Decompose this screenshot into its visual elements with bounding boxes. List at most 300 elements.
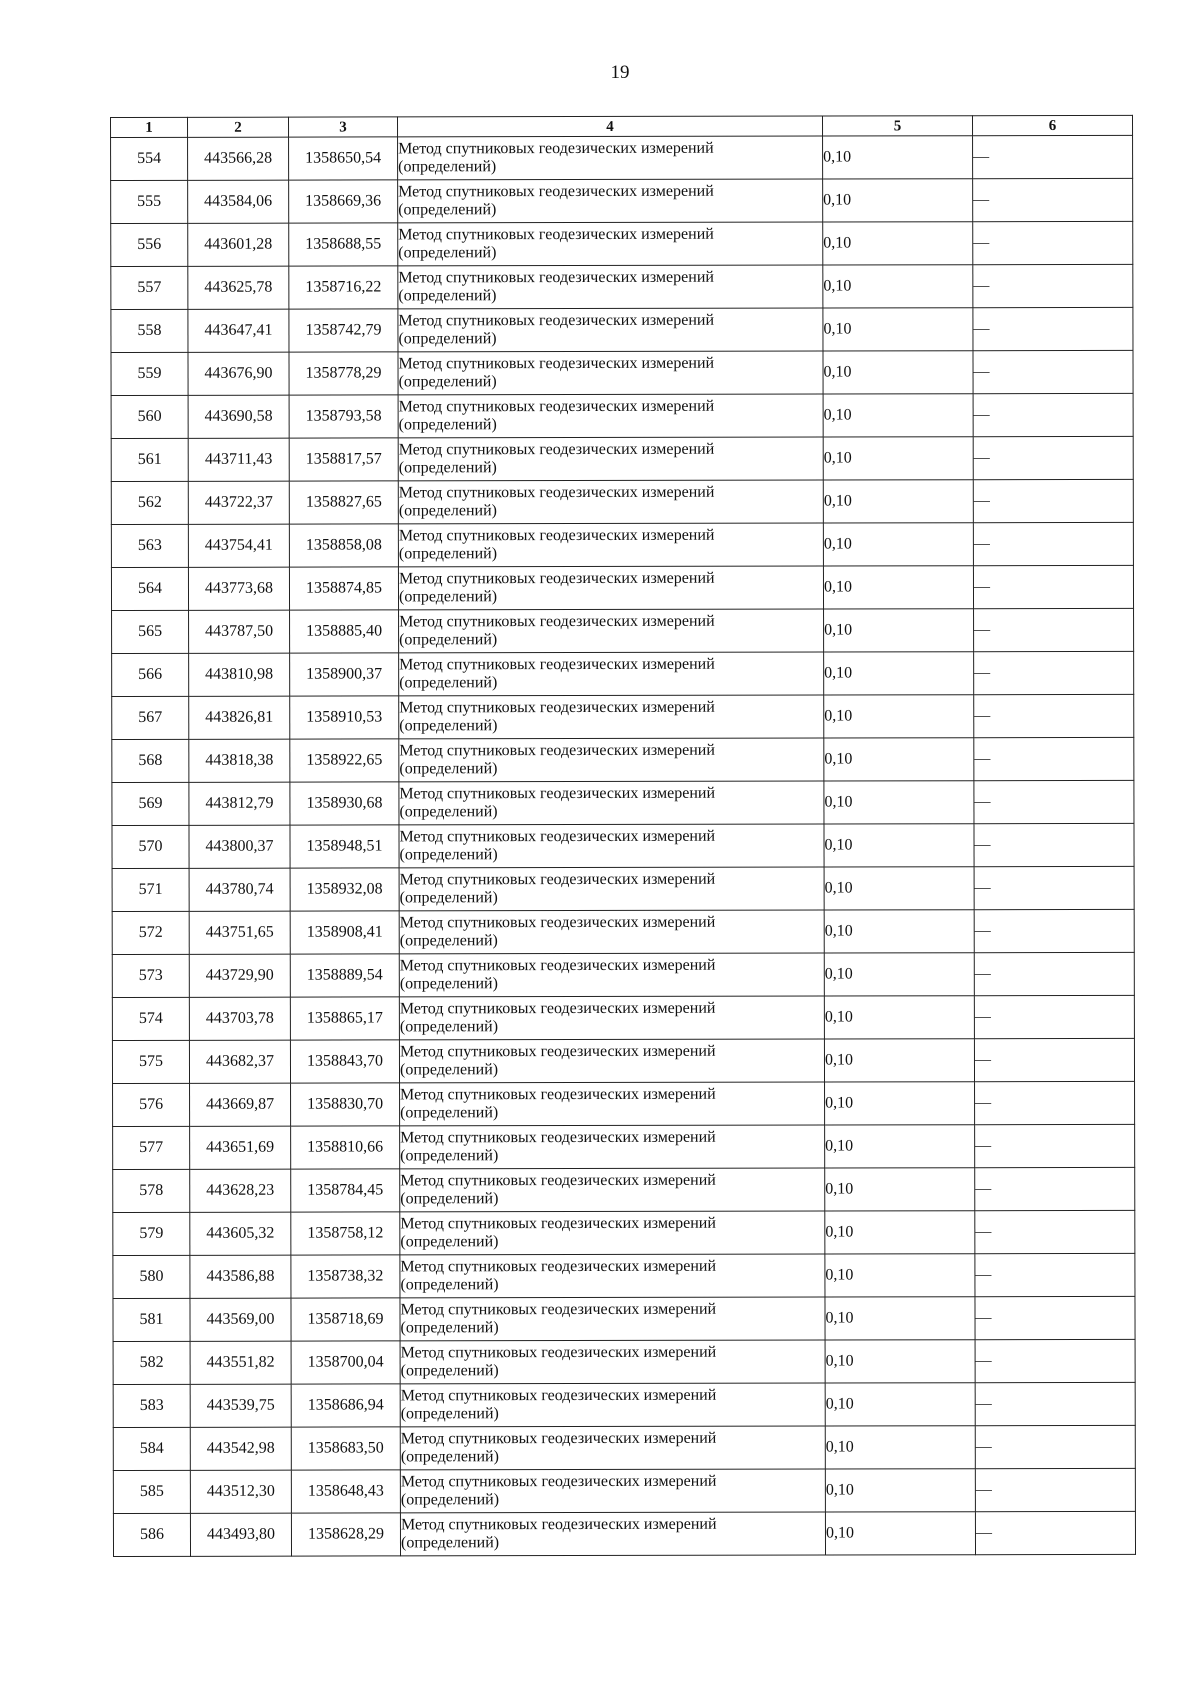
note-value: — [973,436,1133,479]
point-number: 554 [111,137,188,180]
accuracy-value: 0,10 [825,1426,975,1469]
coordinate-x: 443812,79 [189,782,290,825]
coordinate-y: 1358650,54 [289,137,398,180]
note-value: — [974,995,1134,1038]
method-cell [398,394,823,438]
table-row [113,1253,1135,1298]
point-number: 575 [112,1040,189,1083]
method-text-line1: Метод спутниковых геодезических измерений [399,741,715,760]
coordinate-x: 443551,82 [190,1341,291,1384]
method-text-line2: (определений) [399,717,498,735]
point-number: 565 [112,610,189,653]
coordinate-y: 1358830,70 [291,1083,400,1126]
method-text-line2: (определений) [400,1147,499,1165]
coordinate-y: 1358628,29 [291,1513,400,1556]
accuracy-value: 0,10 [823,351,973,394]
method-text-line2: (определений) [399,846,498,864]
table-row [112,823,1134,868]
method-cell [400,1512,825,1556]
method-cell [399,695,824,739]
note-value: — [973,135,1133,178]
note-value: — [974,737,1134,780]
table-row [111,565,1133,610]
table-row [111,393,1133,438]
table-row [112,651,1134,696]
note-value: — [975,1124,1135,1167]
method-text-line2: (определений) [399,975,498,993]
method-text-line2: (определений) [400,1319,499,1337]
table-row [111,264,1133,309]
method-text-line1: Метод спутниковых геодезических измерений [398,569,715,588]
coordinate-x: 443800,37 [189,825,290,868]
coordinate-y: 1358827,65 [289,481,398,524]
method-cell [400,1383,825,1427]
header-col-5: 5 [822,116,972,136]
coordinate-x: 443539,75 [190,1384,291,1427]
method-cell [400,1211,825,1255]
coordinate-y: 1358885,40 [290,610,399,653]
coordinate-y: 1358948,51 [290,825,399,868]
note-value: — [975,1468,1135,1511]
point-number: 584 [113,1427,190,1470]
method-cell [398,480,823,524]
method-cell [400,1168,825,1212]
accuracy-value: 0,10 [824,781,974,824]
header-col-2: 2 [188,117,289,137]
table-row [111,350,1133,395]
method-text-line2: (определений) [400,1276,499,1294]
method-text-line1: Метод спутниковых геодезических измерений [399,999,716,1018]
coordinate-x: 443780,74 [189,868,290,911]
method-text-line1: Метод спутниковых геодезических измерений [399,913,716,932]
point-number: 574 [112,997,189,1040]
header-col-1: 1 [111,117,188,137]
point-number: 567 [112,696,189,739]
method-text-line2: (определений) [398,588,498,606]
method-text-line1: Метод спутниковых геодезических измерений [399,784,716,803]
coordinate-x: 443711,43 [188,438,289,481]
coordinate-y: 1358716,22 [289,266,398,309]
method-text-line1: Метод спутниковых геодезических измерений [399,1042,716,1061]
point-number: 568 [112,739,189,782]
accuracy-value: 0,10 [824,1039,974,1082]
method-text-line2: (определений) [398,502,497,520]
coordinate-x: 443682,37 [189,1040,290,1083]
method-text-line2: (определений) [398,158,497,176]
coordinate-y: 1358910,53 [290,696,399,739]
coordinate-y: 1358922,65 [290,739,399,782]
table-row [112,780,1134,825]
method-cell [398,351,823,395]
note-value: — [975,1511,1135,1554]
note-value: — [974,694,1134,737]
coordinate-x: 443729,90 [189,954,290,997]
method-text-line2: (определений) [398,201,497,219]
coordinate-x: 443754,41 [188,524,289,567]
method-cell [399,996,824,1040]
accuracy-value: 0,10 [824,953,974,996]
coordinate-x: 443703,78 [189,997,290,1040]
coordinate-y: 1358648,43 [291,1470,400,1513]
coordinate-x: 443605,32 [190,1212,291,1255]
table-row [112,995,1134,1040]
coordinate-x: 443810,98 [189,653,290,696]
coordinate-y: 1358793,58 [289,395,398,438]
method-text-line2: (определений) [398,244,497,262]
method-text-line1: Метод спутниковых геодезических измерений [399,956,716,975]
point-number: 555 [111,180,188,223]
accuracy-value: 0,10 [824,652,974,695]
method-text-line1: Метод спутниковых геодезических измерений [400,1429,717,1448]
point-number: 580 [113,1255,190,1298]
coordinate-y: 1358700,04 [291,1341,400,1384]
method-text-line1: Метод спутниковых геодезических измерений [400,1386,717,1405]
accuracy-value: 0,10 [825,1168,975,1211]
method-text-line1: Метод спутниковых геодезических измерений [399,612,715,631]
coordinate-y: 1358865,17 [290,997,399,1040]
note-value: — [974,866,1134,909]
method-text-line2: (определений) [400,1233,499,1251]
accuracy-value: 0,10 [823,179,973,222]
method-text-line2: (определений) [400,1362,499,1380]
table-row [112,909,1134,954]
method-text-line2: (определений) [400,1448,499,1466]
method-text-line1: Метод спутниковых геодезических измерений [398,440,715,459]
coordinate-x: 443651,69 [190,1126,291,1169]
coordinate-y: 1358742,79 [289,309,398,352]
coordinate-y: 1358778,29 [289,352,398,395]
method-cell [399,738,824,782]
method-text-line1: Метод спутниковых геодезических измерений [398,139,714,158]
method-text-line2: (определений) [398,416,497,434]
note-value: — [974,608,1134,651]
method-cell [400,1254,825,1298]
table-row [112,1038,1134,1083]
method-cell [399,652,824,696]
method-cell [398,265,823,309]
coordinate-x: 443493,80 [190,1513,291,1556]
coordinate-y: 1358738,32 [291,1255,400,1298]
table-header [111,115,1133,137]
table-row [111,307,1133,352]
method-text-line2: (определений) [398,287,497,305]
table-row [112,952,1134,997]
point-number: 581 [113,1298,190,1341]
accuracy-value: 0,10 [825,1340,975,1383]
header-col-4: 4 [398,116,823,137]
coordinate-y: 1358669,36 [289,180,398,223]
table-row [111,135,1133,180]
method-cell [399,953,824,997]
coordinate-x: 443787,50 [189,610,290,653]
accuracy-value: 0,10 [825,1125,975,1168]
method-cell [399,609,824,653]
method-text-line1: Метод спутниковых геодезических измерений [399,870,716,889]
accuracy-value: 0,10 [823,566,973,609]
table-row [113,1210,1135,1255]
table-row [112,866,1134,911]
point-number: 560 [111,395,188,438]
coordinate-y: 1358843,70 [290,1040,399,1083]
coordinate-y: 1358810,66 [291,1126,400,1169]
accuracy-value: 0,10 [824,609,974,652]
accuracy-value: 0,10 [824,867,974,910]
note-value: — [975,1081,1135,1124]
header-col-6: 6 [972,115,1132,135]
method-text-line1: Метод спутниковых геодезических измерений [400,1343,717,1362]
accuracy-value: 0,10 [823,136,973,179]
accuracy-value: 0,10 [824,910,974,953]
method-cell [400,1125,825,1169]
coordinate-x: 443542,98 [190,1427,291,1470]
accuracy-value: 0,10 [823,394,973,437]
accuracy-value: 0,10 [825,1254,975,1297]
note-value: — [974,1038,1134,1081]
method-text-line2: (определений) [400,1491,500,1509]
method-text-line1: Метод спутниковых геодезических измерений [398,526,715,545]
point-number: 571 [112,868,189,911]
table-row [113,1296,1135,1341]
accuracy-value: 0,10 [824,996,974,1039]
coordinate-x: 443826,81 [189,696,290,739]
method-text-line2: (определений) [400,1104,499,1122]
method-text-line2: (определений) [400,1190,499,1208]
coordinate-x: 443512,30 [190,1470,291,1513]
method-cell [400,1469,825,1513]
header-row [111,115,1133,137]
coordinate-x: 443584,06 [188,180,289,223]
note-value: — [974,952,1134,995]
method-text-line2: (определений) [399,1061,499,1079]
table-row [111,436,1133,481]
method-cell [399,910,824,954]
coordinate-x: 443690,58 [188,395,289,438]
point-number: 579 [113,1212,190,1255]
method-text-line1: Метод спутниковых геодезических измерений [398,182,714,201]
point-number: 564 [111,567,188,610]
method-cell [398,136,823,180]
method-text-line1: Метод спутниковых геодезических измерений [400,1214,716,1233]
table-row [113,1167,1135,1212]
coordinates-table [110,115,1136,1557]
method-text-line2: (определений) [399,760,498,778]
method-text-line2: (определений) [399,803,498,821]
point-number: 566 [112,653,189,696]
page-number: 19 [610,62,630,83]
method-cell [399,867,824,911]
point-number: 569 [112,782,189,825]
coordinate-y: 1358683,50 [291,1427,400,1470]
method-text-line1: Метод спутниковых геодезических измерений [398,483,715,502]
table-row [113,1124,1135,1169]
method-text-line1: Метод спутниковых геодезических измерений [399,655,715,674]
coordinate-x: 443676,90 [188,352,289,395]
note-value: — [973,350,1133,393]
table-row [112,694,1134,739]
method-text-line2: (определений) [399,889,498,907]
point-number: 573 [112,954,189,997]
point-number: 572 [112,911,189,954]
note-value: — [973,221,1133,264]
point-number: 562 [111,481,188,524]
point-number: 558 [111,309,188,352]
table-row [111,479,1133,524]
point-number: 582 [113,1341,190,1384]
point-number: 583 [113,1384,190,1427]
note-value: — [974,780,1134,823]
accuracy-value: 0,10 [825,1211,975,1254]
method-text-line2: (определений) [398,459,497,477]
method-text-line1: Метод спутниковых геодезических измерений [398,354,715,373]
method-text-line2: (определений) [399,1018,499,1036]
method-cell [400,1426,825,1470]
point-number: 576 [113,1083,190,1126]
coordinate-x: 443601,28 [188,223,289,266]
note-value: — [975,1210,1135,1253]
method-cell [400,1082,825,1126]
method-text-line1: Метод спутниковых геодезических измерений [399,827,716,846]
accuracy-value: 0,10 [825,1082,975,1125]
table-body [111,135,1136,1556]
table-row [113,1468,1135,1513]
method-text-line1: Метод спутниковых геодезических измерений [398,268,714,287]
coordinate-x: 443647,41 [188,309,289,352]
method-text-line1: Метод спутниковых геодезических измерений [400,1171,716,1190]
method-text-line1: Метод спутниковых геодезических измерений [400,1472,717,1491]
note-value: — [975,1382,1135,1425]
coordinate-y: 1358908,41 [290,911,399,954]
table-row [113,1425,1135,1470]
point-number: 570 [112,825,189,868]
accuracy-value: 0,10 [823,437,973,480]
point-number: 556 [111,223,188,266]
table-row [111,178,1133,223]
note-value: — [974,651,1134,694]
method-text-line1: Метод спутниковых геодезических измерений [400,1085,716,1104]
method-text-line2: (определений) [398,373,497,391]
point-number: 563 [111,524,188,567]
table-row [112,737,1134,782]
method-cell [400,1297,825,1341]
table-row [113,1339,1135,1384]
method-text-line1: Метод спутниковых геодезических измерений [398,311,715,330]
accuracy-value: 0,10 [823,222,973,265]
method-text-line2: (определений) [399,631,498,649]
coordinate-y: 1358758,12 [291,1212,400,1255]
accuracy-value: 0,10 [824,824,974,867]
coordinate-x: 443773,68 [188,567,289,610]
table-row [111,221,1133,266]
method-text-line1: Метод спутниковых геодезических измерений [400,1515,717,1534]
accuracy-value: 0,10 [823,308,973,351]
coordinate-x: 443625,78 [188,266,289,309]
coordinate-y: 1358686,94 [291,1384,400,1427]
note-value: — [975,1339,1135,1382]
note-value: — [974,823,1134,866]
point-number: 561 [111,438,188,481]
coordinate-y: 1358718,69 [291,1298,400,1341]
method-cell [399,781,824,825]
coordinate-x: 443722,37 [188,481,289,524]
coordinate-x: 443669,87 [190,1083,291,1126]
method-cell [398,179,823,223]
coordinate-x: 443586,88 [190,1255,291,1298]
coordinate-y: 1358930,68 [290,782,399,825]
coordinate-y: 1358900,37 [290,653,399,696]
note-value: — [973,393,1133,436]
point-number: 557 [111,266,188,309]
method-text-line2: (определений) [399,932,498,950]
coordinate-x: 443818,38 [189,739,290,782]
accuracy-value: 0,10 [825,1297,975,1340]
table-row [113,1081,1135,1126]
method-text-line2: (определений) [400,1534,500,1552]
coordinate-y: 1358874,85 [289,567,398,610]
header-col-3: 3 [289,117,398,137]
coordinate-y: 1358889,54 [290,954,399,997]
method-cell [398,308,823,352]
method-text-line1: Метод спутниковых геодезических измерений [399,698,715,717]
coordinate-y: 1358784,45 [291,1169,400,1212]
coordinate-y: 1358817,57 [289,438,398,481]
method-text-line2: (определений) [399,674,498,692]
table-row [111,522,1133,567]
note-value: — [975,1425,1135,1468]
coordinate-y: 1358688,55 [289,223,398,266]
accuracy-value: 0,10 [825,1383,975,1426]
coordinate-x: 443569,00 [190,1298,291,1341]
method-text-line2: (определений) [398,545,498,563]
method-cell [399,824,824,868]
method-text-line1: Метод спутниковых геодезических измерений [398,397,715,416]
method-cell [398,523,823,567]
method-cell [398,566,823,610]
method-cell [398,437,823,481]
note-value: — [975,1296,1135,1339]
coordinate-x: 443566,28 [188,137,289,180]
table-row [113,1511,1135,1556]
note-value: — [975,1253,1135,1296]
method-cell [398,222,823,266]
point-number: 586 [113,1513,190,1556]
note-value: — [973,178,1133,221]
point-number: 578 [113,1169,190,1212]
point-number: 585 [113,1470,190,1513]
note-value: — [974,909,1134,952]
note-value: — [973,479,1133,522]
accuracy-value: 0,10 [823,480,973,523]
method-text-line2: (определений) [400,1405,499,1423]
accuracy-value: 0,10 [824,738,974,781]
accuracy-value: 0,10 [825,1469,975,1512]
table-row [112,608,1134,653]
note-value: — [975,1167,1135,1210]
coordinate-y: 1358858,08 [289,524,398,567]
note-value: — [973,307,1133,350]
method-text-line1: Метод спутниковых геодезических измерений [400,1128,716,1147]
accuracy-value: 0,10 [823,523,973,566]
coordinate-y: 1358932,08 [290,868,399,911]
method-text-line1: Метод спутниковых геодезических измерений [398,225,714,244]
note-value: — [973,264,1133,307]
point-number: 559 [111,352,188,395]
note-value: — [973,565,1133,608]
method-text-line2: (определений) [398,330,497,348]
method-text-line1: Метод спутниковых геодезических измерений [400,1300,717,1319]
accuracy-value: 0,10 [823,265,973,308]
coordinate-x: 443751,65 [189,911,290,954]
method-text-line1: Метод спутниковых геодезических измерений [400,1257,717,1276]
